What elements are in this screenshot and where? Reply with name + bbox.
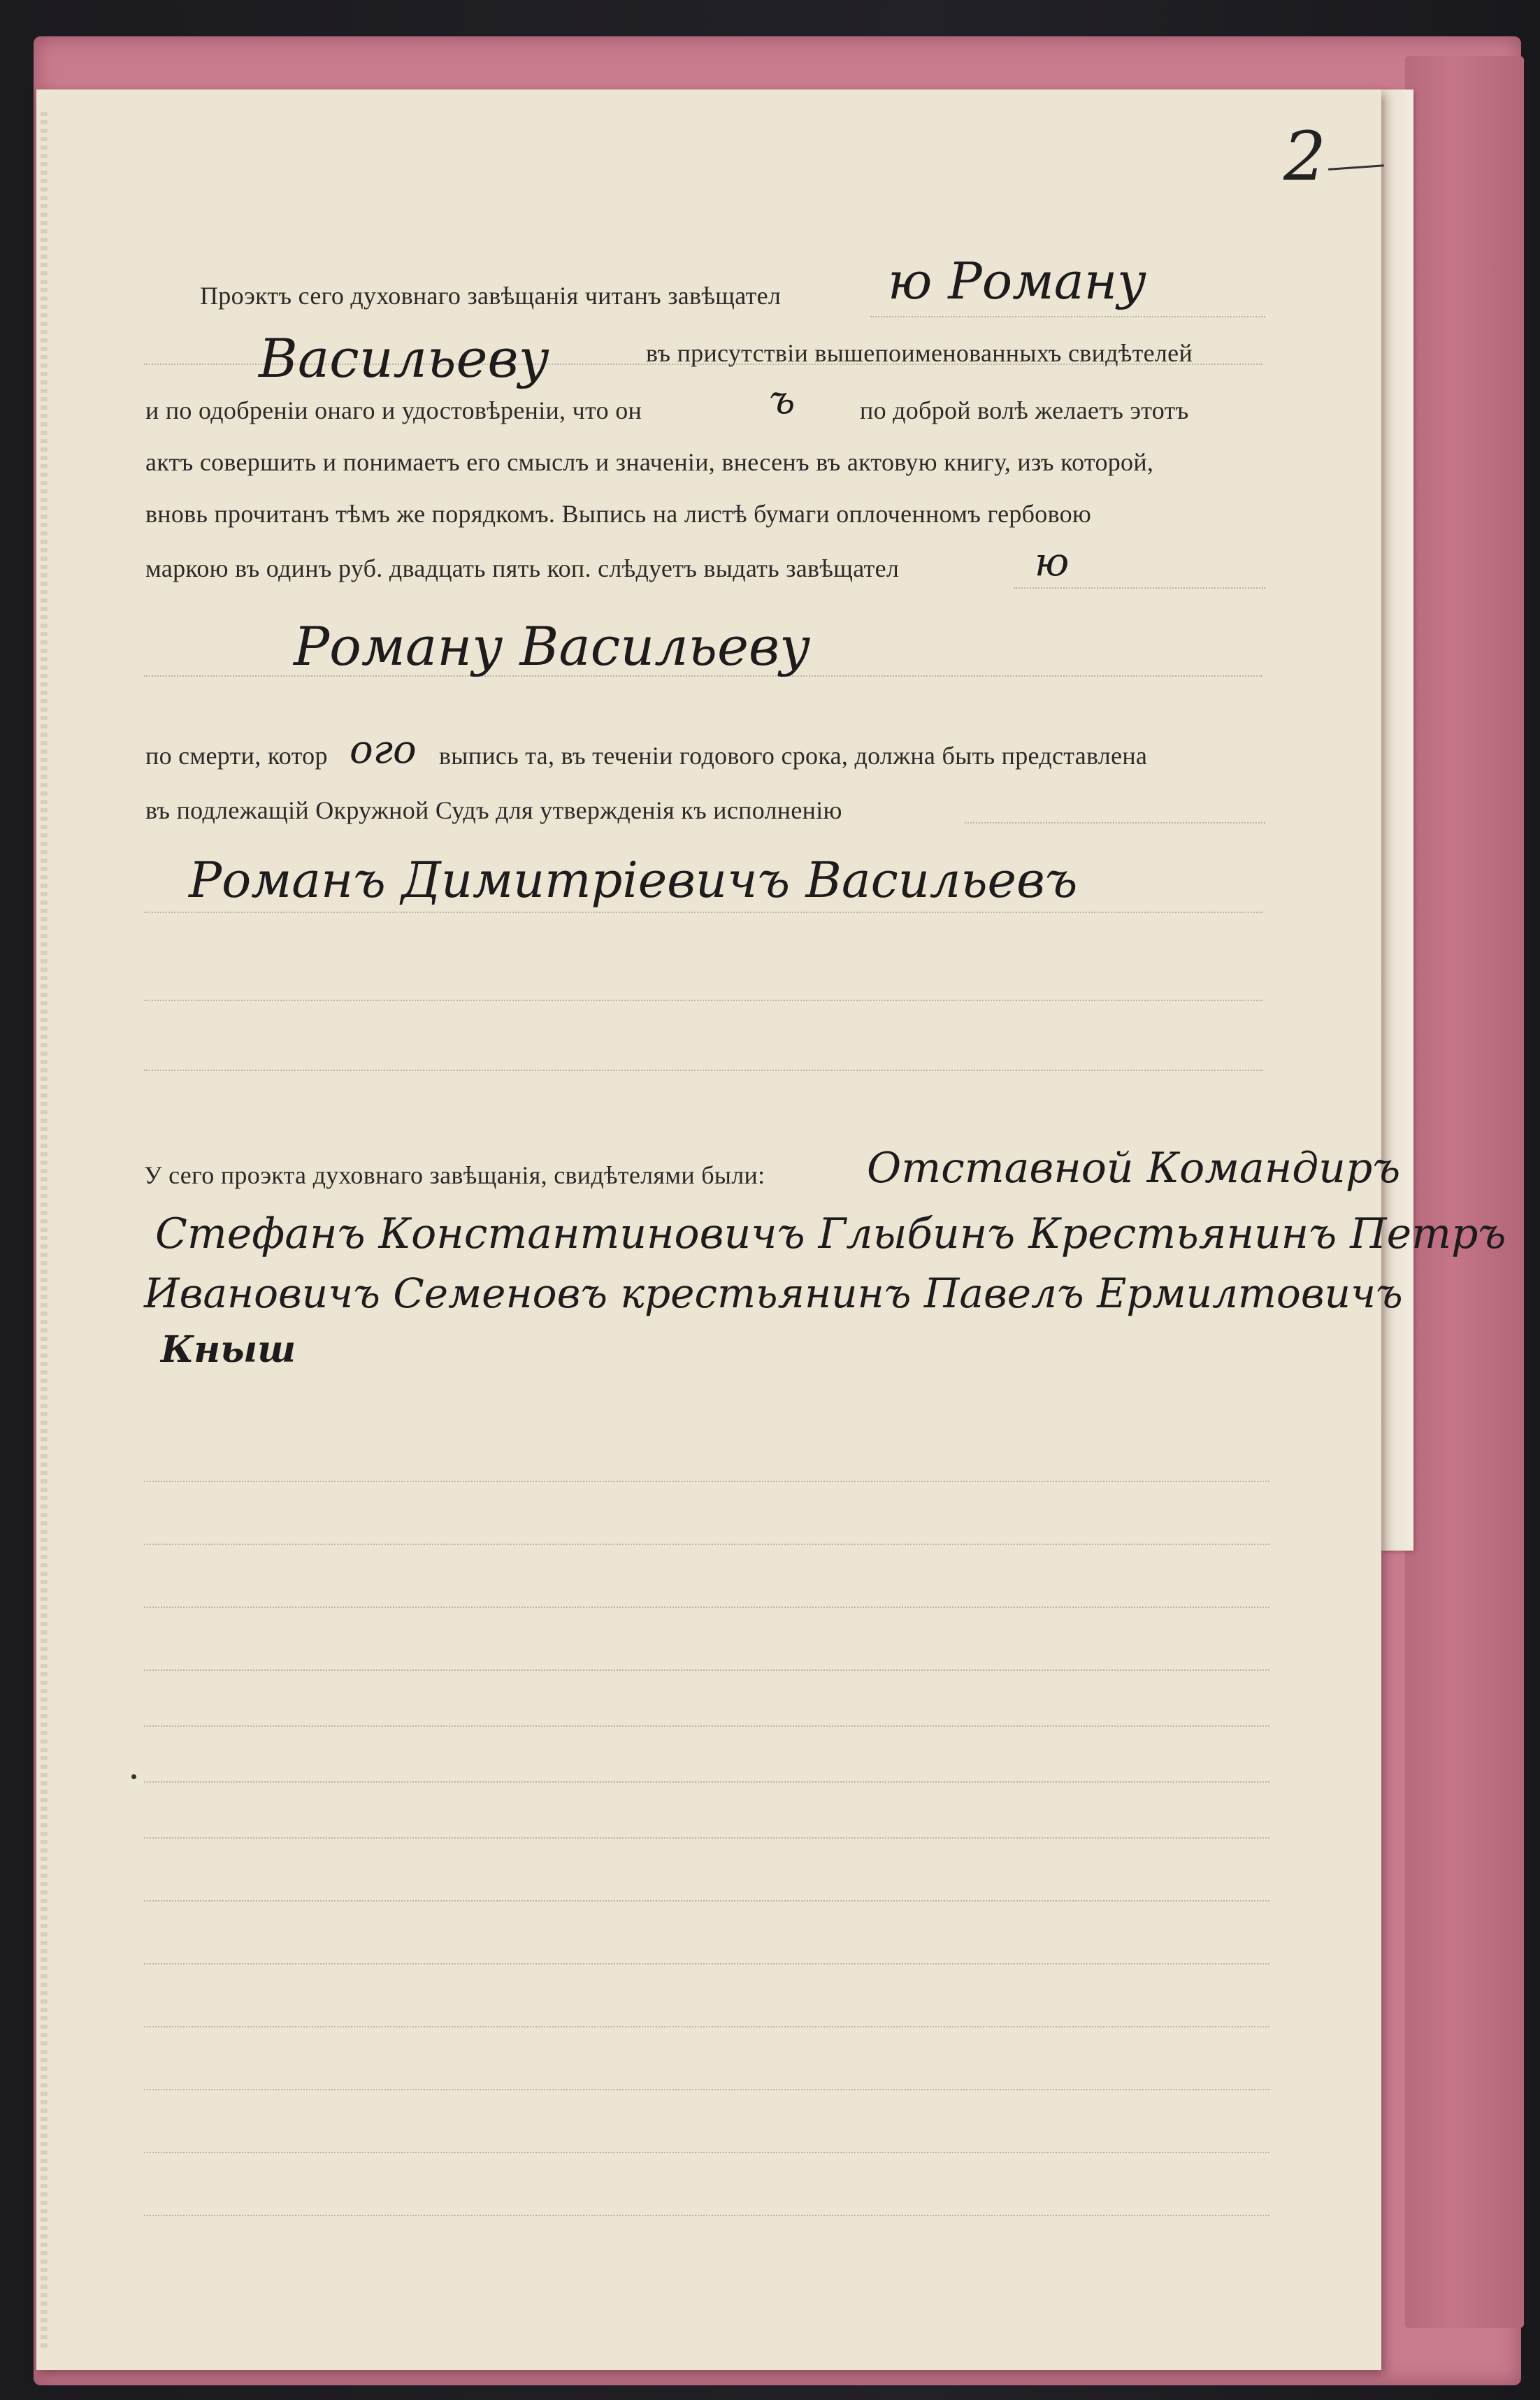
handwritten-testator-1: ю Роману bbox=[888, 252, 1146, 310]
handwritten-witness-3: Ивановичъ Семеновъ крестьянинъ Павелъ Ермилтовичъ bbox=[144, 1270, 1403, 1317]
printed-line-7a: по смерти, котор bbox=[145, 742, 328, 770]
ink-dot bbox=[131, 1774, 136, 1779]
fill-line bbox=[144, 2152, 1269, 2153]
handwritten-ending-1: ъ bbox=[769, 378, 796, 423]
fill-line bbox=[870, 316, 1265, 317]
fill-line bbox=[144, 2026, 1269, 2027]
perforated-edge bbox=[41, 110, 48, 2348]
printed-line-9: У сего проэкта духовнаго завѣщанія, свидѣтелями были: bbox=[144, 1161, 765, 1189]
handwritten-witness-1: Отставной Командиръ bbox=[867, 1144, 1401, 1193]
printed-line-8: въ подлежащій Окружной Судъ для утвержденія къ исполненію bbox=[145, 796, 842, 824]
fill-line bbox=[144, 1000, 1262, 1001]
fill-line bbox=[144, 2089, 1269, 2090]
printed-line-6: маркою въ одинъ руб. двадцать пять коп. слѣдуетъ выдать завѣщател bbox=[145, 554, 900, 582]
printed-line-4: актъ совершить и понимаетъ его смыслъ и значеніи, внесенъ въ актовую книгу, изъ которой, bbox=[145, 448, 1154, 476]
page-number: 2 bbox=[1283, 117, 1327, 196]
fill-line bbox=[144, 2215, 1269, 2216]
fill-line bbox=[144, 1837, 1269, 1839]
fill-line bbox=[965, 822, 1265, 824]
fill-line bbox=[1014, 587, 1265, 589]
printed-line-7b: выпись та, въ теченіи годового срока, должна быть представлена bbox=[439, 742, 1148, 770]
fill-line bbox=[144, 1900, 1269, 1902]
printed-line-3a: и по одобреніи онаго и удостовѣреніи, что он bbox=[145, 396, 642, 424]
printed-line-2: въ присутствіи вышепоименованныхъ свидѣтелей bbox=[646, 339, 1193, 367]
fill-line bbox=[144, 1544, 1269, 1545]
fill-line bbox=[144, 1481, 1269, 1482]
printed-line-5: вновь прочитанъ тѣмъ же порядкомъ. Выпись на листѣ бумаги оплоченномъ гербовою bbox=[145, 500, 1092, 528]
handwritten-witness-4: Кныш bbox=[161, 1328, 296, 1371]
handwritten-executor: Романъ Димитріевичъ Васильевъ bbox=[189, 852, 1078, 909]
fill-line bbox=[144, 1963, 1269, 1964]
fill-line bbox=[144, 912, 1262, 913]
fill-line bbox=[144, 1607, 1269, 1608]
handwritten-testator-2: Васильеву bbox=[259, 327, 549, 389]
folder-flap bbox=[1405, 56, 1524, 2328]
fill-line bbox=[144, 1669, 1269, 1671]
paper-under-sheet bbox=[1381, 89, 1413, 1551]
handwritten-testator-3: Роману Васильеву bbox=[294, 615, 811, 677]
fill-line bbox=[144, 1781, 1269, 1783]
fill-line bbox=[144, 1070, 1262, 1071]
fill-line bbox=[144, 1725, 1269, 1727]
handwritten-ending-2: ю bbox=[1035, 540, 1070, 585]
handwritten-ending-3: ого bbox=[350, 727, 417, 773]
handwritten-witness-2: Стефанъ Константиновичъ Глыбинъ Крестьянинъ Петръ bbox=[155, 1209, 1506, 1258]
printed-line-3b: по доброй волѣ желаетъ этотъ bbox=[860, 396, 1189, 424]
printed-line-1: Проэктъ сего духовнаго завѣщанія читанъ завѣщател bbox=[200, 282, 782, 310]
